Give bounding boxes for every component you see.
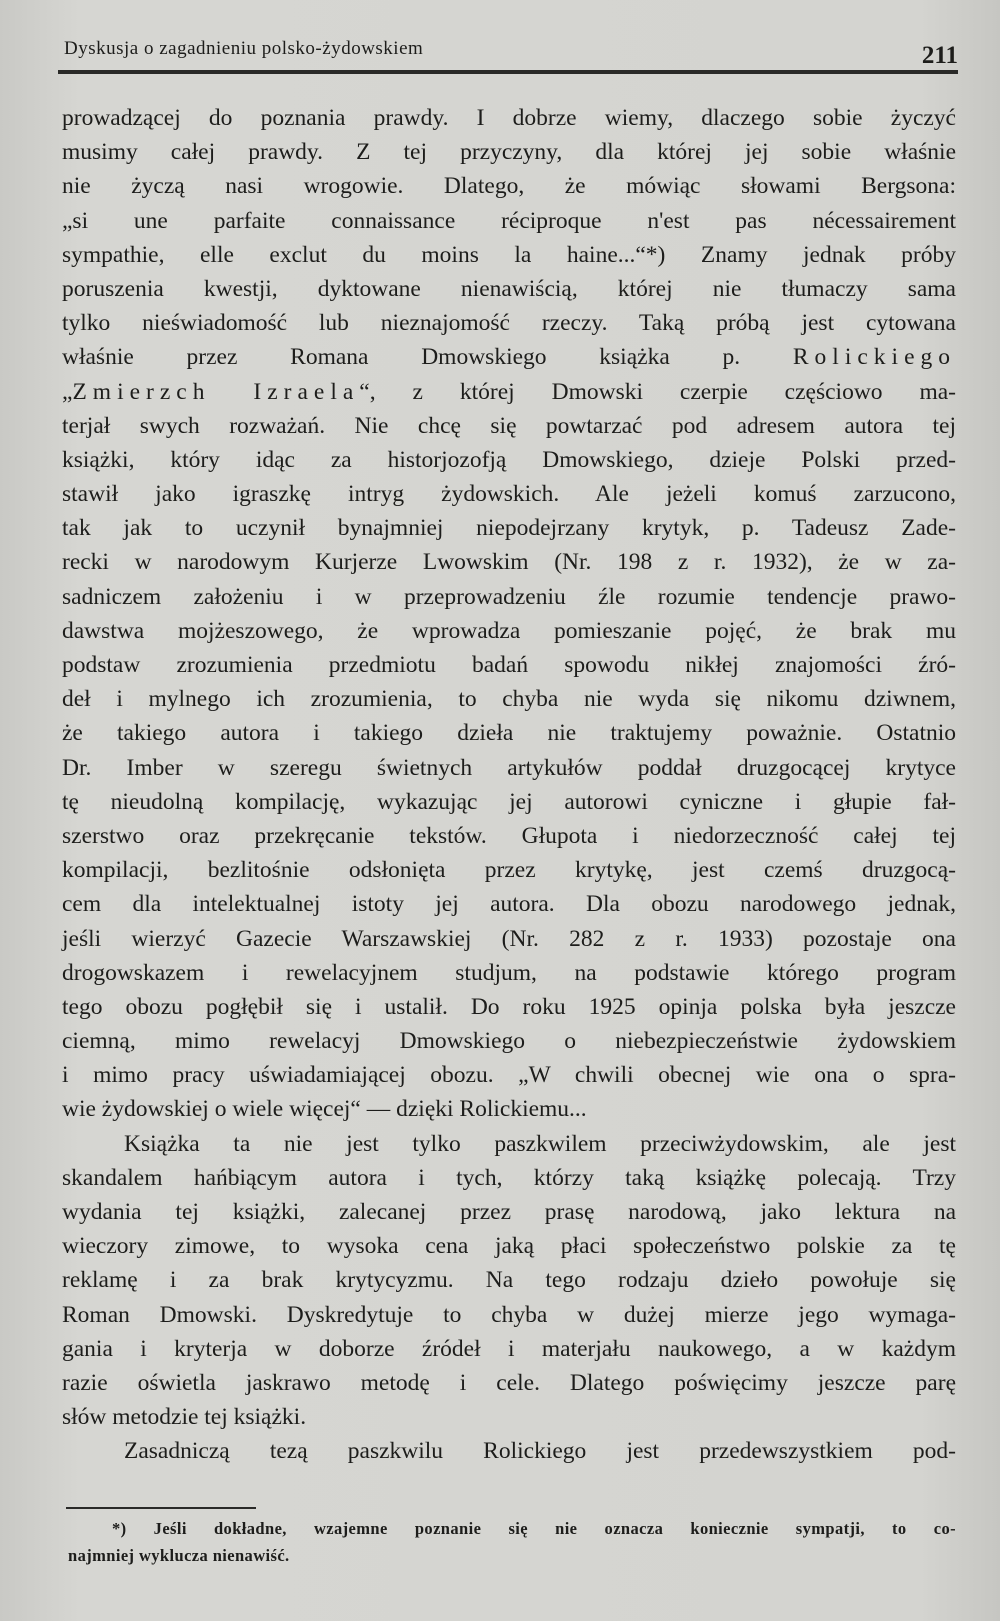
text-line: wieczory zimowe, to wysoka cena jaką płaci społeczeństwo polskie za tę: [62, 1233, 956, 1260]
text-line: stawił jako igraszkę intryg żydowskich. Ale jeżeli komuś zarzucono,: [62, 481, 956, 508]
page-number: 211: [921, 42, 958, 69]
text-line: prowadzącej do poznania prawdy. I dobrze wiemy, dlaczego sobie życzyć: [62, 105, 956, 131]
text-line: recki w narodowym Kurjerze Lwowskim (Nr. 198 z r. 1932), że w za-: [62, 549, 956, 576]
text-line: tylko nieświadomość lub nieznajomość rzeczy. Taką próbą jest cytowana: [62, 310, 956, 337]
text-line: tę nieudolną kompilację, wykazując jej autorowi cyniczne i głupie fał-: [62, 788, 956, 815]
text-line: dawstwa mojżeszowego, że wprowadza pomieszanie pojęć, że brak mu: [62, 617, 956, 644]
text-line: deł i mylnego ich zrozumienia, to chyba nie wyda się nikomu dziwnem,: [62, 686, 956, 713]
footnote-line: najmniej wyklucza nienawiść.: [68, 1546, 290, 1565]
text-line: drogowskazem i rewelacyjnem studjum, na podstawie którego program: [62, 959, 956, 986]
footnote-line: *) Jeśli dokładne, wzajemne poznanie się nie oznacza koniecznie sympatji, to co-: [112, 1519, 956, 1538]
paragraph-start-line: Książka ta nie jest tylko paszkwilem przeciwżydowskim, ale jest: [124, 1130, 956, 1157]
text-line: razie oświetla jaskrawo metodę i cele. Dlatego poświęcimy jeszcze parę: [62, 1369, 956, 1396]
body-text: [62, 101, 956, 1469]
text-line: [62, 340, 956, 374]
text-line: sympathie, elle exclut du moins la haine...“*) Znamy jednak próby: [62, 241, 956, 268]
page-header: [58, 38, 958, 78]
text-line: podstaw zrozumienia przedmiotu badań spowodu nikłej znajomości źró-: [62, 652, 956, 678]
text-line: Dr. Imber w szeregu świetnych artykułów poddał druzgocącej krytyce: [62, 754, 956, 781]
text-line: że takiego autora i takiego dzieła nie traktujemy poważnie. Ostatnio: [62, 720, 956, 747]
text-line: poruszenia kwestji, dyktowane nienawiścią, której nie tłumaczy sama: [62, 275, 956, 302]
text-fragment: “, z której Dmowski czerpie częściowo ma-: [359, 378, 956, 405]
text-line: gania i kryterja w doborze źródeł i materjału naukowego, a w każdym: [62, 1335, 956, 1362]
header-rule: [58, 70, 958, 74]
text-line: tego obozu pogłębił się i ustalił. Do roku 1925 opinja polska była jeszcze: [62, 993, 956, 1020]
spaced-author-name: Rolickiego: [792, 344, 956, 371]
text-line: [62, 375, 956, 409]
text-line: musimy całej prawdy. Z tej przyczyny, dla której jej sobie właśnie: [62, 139, 956, 166]
footnotes: [68, 1515, 956, 1569]
running-title: Dyskusja o zagadnieniu polsko-żydowskiem: [64, 38, 424, 59]
text-line: szerstwo oraz przekręcanie tekstów. Głupota i niedorzeczność całej tej: [62, 822, 956, 849]
spaced-book-title: Zmierzch Izraela: [72, 378, 360, 405]
paragraph-end-line: słów metodzie tej książki.: [62, 1404, 307, 1431]
footnote-rule: [66, 1507, 256, 1509]
text-line: ciemną, mimo rewelacyj Dmowskiego o niebezpieczeństwie żydowskiem: [62, 1028, 956, 1055]
paragraph-end-line: wie żydowskiej o wiele więcej“ — dzięki Rolickiemu...: [62, 1096, 587, 1123]
text-line: sadniczem założeniu i w przeprowadzeniu źle rozumie tendencje prawo-: [62, 583, 956, 610]
text-line: wydania tej książki, zalecanej przez prasę narodową, jako lektura na: [62, 1199, 956, 1225]
text-line: nie życzą nasi wrogowie. Dlatego, że mówiąc słowami Bergsona:: [62, 173, 956, 200]
text-line: tak jak to uczynił bynajmniej niepodejrzany krytyk, p. Tadeusz Zade-: [62, 515, 956, 542]
text-line: terjał swych rozważań. Nie chcę się powtarzać pod adresem autora tej: [62, 412, 956, 439]
text-line: „si une parfaite connaissance réciproque n'est pas nécessairement: [62, 207, 956, 234]
text-line: cem dla intelektualnej istoty jej autora. Dla obozu narodowego jednak,: [62, 891, 956, 918]
text-line: i mimo pracy uświadamiającej obozu. „W chwili obecnej wie ona o spra-: [62, 1062, 956, 1089]
text-line: jeśli wierzyć Gazecie Warszawskiej (Nr. 282 z r. 1933) pozostaje ona: [62, 925, 956, 952]
text-line: Roman Dmowski. Dyskredytuje to chyba w dużej mierze jego wymaga-: [62, 1301, 956, 1328]
text-line: reklamę i za brak krytycyzmu. Na tego rodzaju dzieło powołuje się: [62, 1267, 956, 1294]
text-line: skandalem hańbiącym autora i tych, którzy taką książkę polecają. Trzy: [62, 1164, 956, 1191]
text-fragment: właśnie przez Romana Dmowskiego książka p.: [62, 344, 741, 371]
text-line: książki, który idąc za historjozofją Dmowskiego, dzieje Polski przed-: [62, 446, 956, 473]
text-fragment: „: [62, 378, 73, 405]
paragraph-start-line: Zasadniczą tezą paszkwilu Rolickiego jest przedewszystkiem pod-: [124, 1438, 956, 1465]
text-line: kompilacji, bezlitośnie odsłonięta przez krytykę, jest czemś druzgocą-: [62, 857, 956, 884]
